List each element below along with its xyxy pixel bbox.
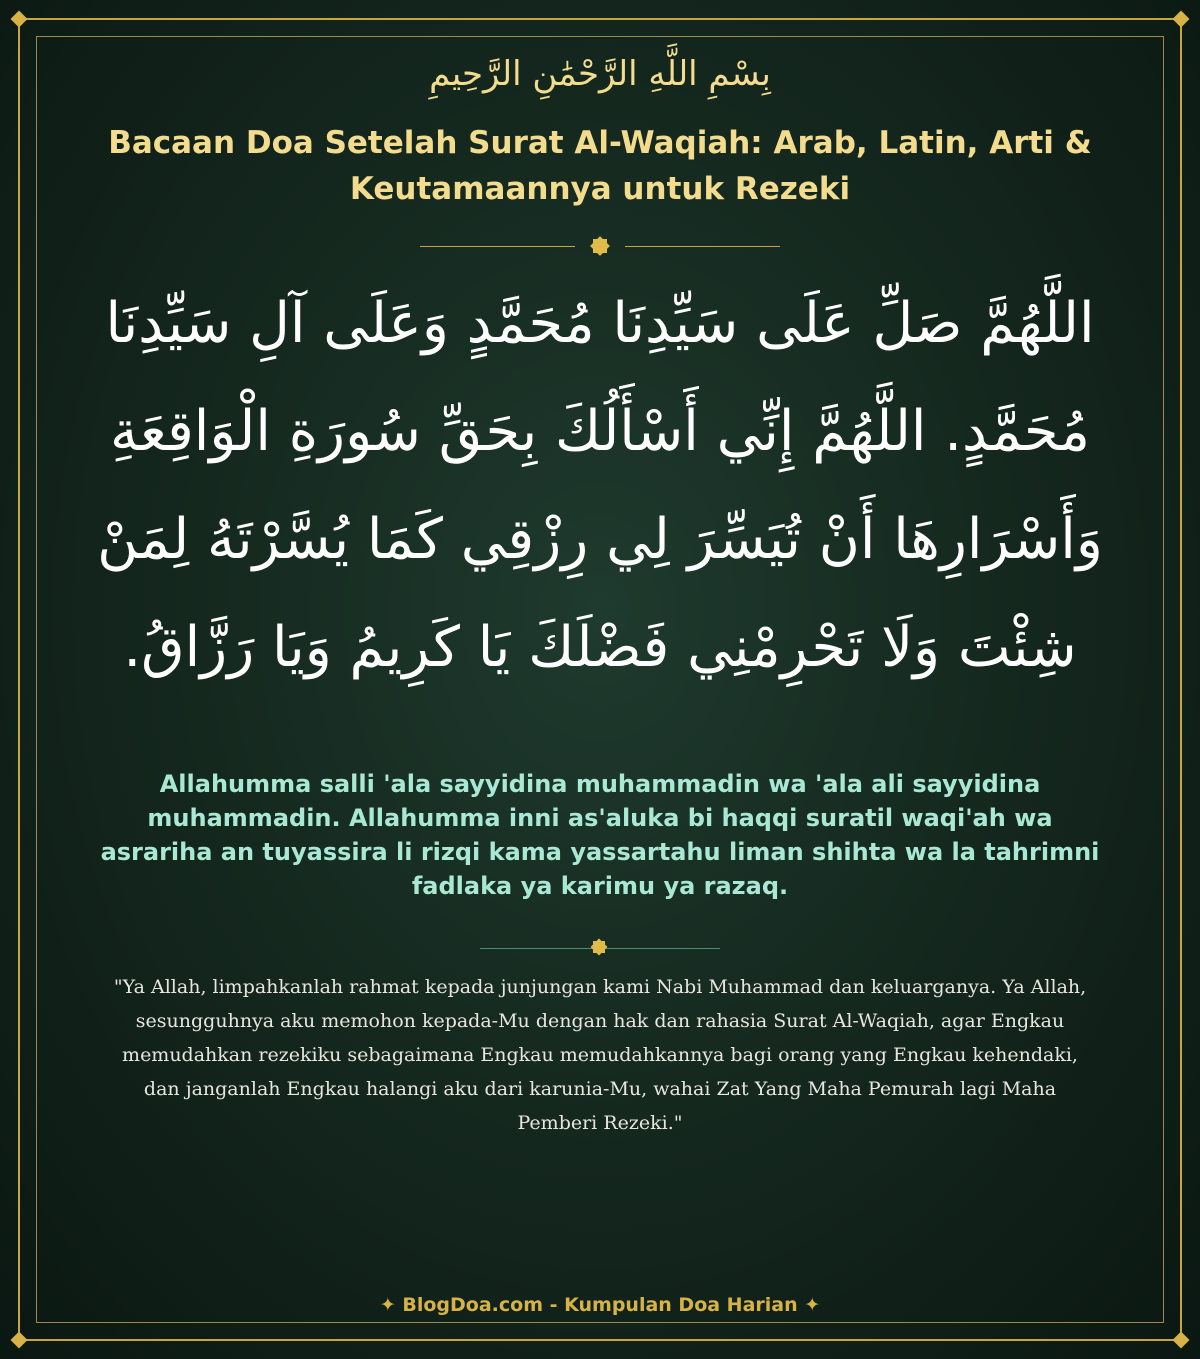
title-divider (420, 246, 780, 247)
arabic-prayer-text: اللَّهُمَّ صَلِّ عَلَى سَيِّدِنَا مُحَمَّدٍ وَعَلَى آلِ سَيِّدِنَا مُحَمَّدٍ. اللَّهُمَّ إِنِّي أَسْأَلُكَ بِحَقِّ سُورَةِ الْوَاقِعَةِ وَأَسْرَارِهَا أَنْ تُيَسِّرَ لِي رِزْقِي كَمَا يُسَّرْتَهُ لِمَنْ شِئْتَ وَلَا تَحْرِمْنِي فَضْلَكَ يَا كَرِيمُ وَيَا رَزَّاقُ. (97, 291, 1103, 680)
footer-credit: ✦ BlogDoa.com - Kumpulan Doa Harian ✦ (379, 1294, 821, 1316)
bismillah-text: بِسْمِ اللَّهِ الرَّحْمَٰنِ الرَّحِيمِ (429, 54, 771, 94)
star-ornament-icon (593, 239, 607, 253)
translation-text: "Ya Allah, limpahkanlah rahmat kepada junjungan kami Nabi Muhammad dan keluarganya. Ya Allah, sesungguhnya aku memohon kepada-Mu dengan hak dan rahasia Surat Al-Waqiah, agar Engkau memudahkan rezekiku sebagaimana Engkau memudahkannya bagi orang yang Engkau kehendaki, dan janganlah Engkau halangi aku dari karunia-Mu, wahai Zat Yang Maha Pemurah lagi Maha Pemberi Rezeki." (113, 976, 1087, 1134)
section-divider (480, 948, 720, 949)
latin-transliteration: Allahumma salli 'ala sayyidina muhammadin wa 'ala ali sayyidina muhammadin. Allahumma inni as'aluka bi haqqi suratil waqi'ah wa asrariha an tuyassira li rizqi kama yassartahu liman shihta wa la tahrimni fadlaka ya karimu ya razaq. (100, 770, 1100, 900)
page-title: Bacaan Doa Setelah Surat Al-Waqiah: Arab, Latin, Arti & Keutamaannya untuk Rezeki (108, 125, 1092, 207)
star-ornament-icon (593, 941, 605, 953)
